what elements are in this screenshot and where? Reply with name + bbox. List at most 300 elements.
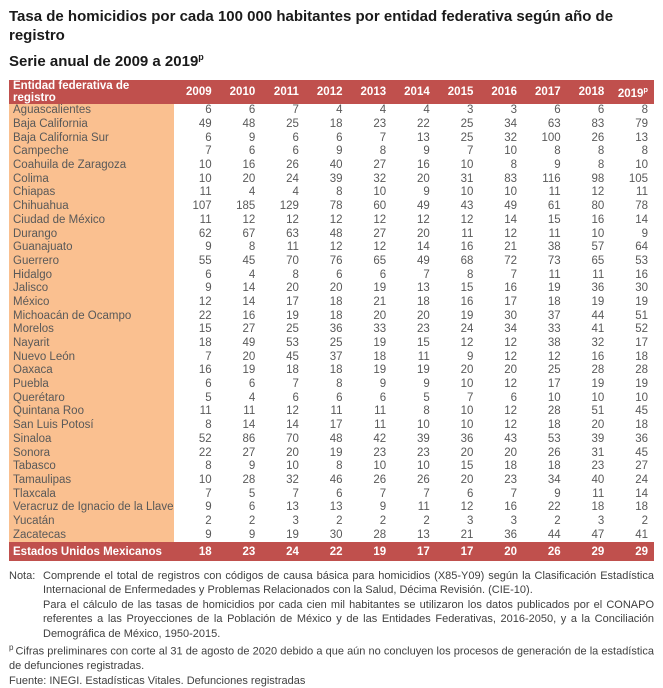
rate-cell: 12	[504, 419, 517, 432]
rate-cell: 20	[286, 446, 299, 459]
rate-cell: 2	[379, 514, 387, 527]
rate-cell: 8	[379, 145, 387, 158]
table-row	[9, 405, 654, 419]
rate-cell: 17	[504, 295, 517, 308]
rate-cell: 70	[286, 432, 299, 445]
rate-cell: 11	[461, 227, 474, 240]
rate-cell: 51	[591, 405, 605, 418]
rate-cell: 16	[416, 159, 430, 172]
rate-cell: 10	[416, 419, 430, 432]
rate-cell: 12	[504, 405, 517, 418]
rate-cell: 65	[591, 254, 605, 267]
table-body	[9, 104, 654, 542]
rate-cell: 12	[329, 241, 343, 254]
rate-cell: 6	[597, 104, 605, 117]
rate-cell: 28	[635, 364, 648, 377]
rate-cell: 7	[205, 145, 212, 158]
rate-cell: 32	[286, 473, 299, 486]
rate-cell: 8	[641, 145, 648, 158]
total-rate-cell: 23	[218, 542, 262, 561]
page-title-text: Tasa de homicidios por cada 100 000 habitantes por entidad federativa según año de registro	[9, 8, 614, 44]
rate-cell: 9	[466, 350, 474, 363]
rate-cell: 12	[547, 350, 561, 363]
rate-cell: 83	[591, 118, 605, 131]
rate-cell: 26	[373, 473, 387, 486]
rate-cell: 45	[635, 446, 648, 459]
rate-cell: 7	[205, 487, 212, 500]
rate-cell: 8	[423, 405, 430, 418]
rate-cell: 28	[373, 528, 387, 541]
rate-cell: 22	[198, 446, 212, 459]
rate-cell: 107	[192, 200, 212, 213]
rate-cell: 12	[198, 295, 212, 308]
rate-cell: 49	[242, 337, 256, 350]
rate-cell: 14	[635, 487, 648, 500]
rate-cell: 19	[591, 378, 605, 391]
rate-cell: 6	[248, 104, 256, 117]
entity-name: Morelos	[9, 323, 174, 337]
rate-cell: 60	[373, 200, 387, 213]
table-row	[9, 515, 654, 529]
entity-name: Nayarit	[9, 337, 174, 351]
rate-cell: 27	[242, 323, 256, 336]
rate-cell: 10	[460, 405, 474, 418]
rate-cell: 44	[591, 309, 605, 322]
rate-cell: 11	[243, 405, 256, 418]
rate-cell: 42	[373, 432, 387, 445]
rate-cell: 11	[199, 213, 212, 226]
rate-cell: 12	[242, 213, 256, 226]
entity-name: Oaxaca	[9, 364, 174, 378]
rate-cell: 14	[242, 295, 256, 308]
rate-cell: 21	[504, 241, 517, 254]
rate-cell: 23	[591, 460, 605, 473]
rate-cell: 14	[635, 213, 648, 226]
entity-name: Tabasco	[9, 460, 174, 474]
rate-cell: 32	[373, 172, 387, 185]
rate-cell: 33	[547, 323, 561, 336]
entity-name: Nuevo León	[9, 350, 174, 364]
rate-cell: 20	[286, 282, 299, 295]
rate-cell: 37	[329, 350, 343, 363]
rate-cell: 25	[286, 323, 299, 336]
rate-cell: 16	[242, 159, 256, 172]
preliminary-note-superscript: p	[9, 643, 14, 653]
rate-cell: 20	[591, 419, 605, 432]
note-label: Nota:	[9, 570, 36, 582]
rate-cell: 10	[460, 378, 474, 391]
rate-cell: 4	[336, 104, 343, 117]
rate-cell: 17	[547, 378, 561, 391]
rate-cell: 12	[504, 227, 517, 240]
table-row	[9, 145, 654, 159]
entity-name: Campeche	[9, 145, 174, 159]
year-column-header: 2012	[305, 80, 349, 104]
preliminary-superscript: p	[643, 84, 648, 94]
source-line: Fuente: INEGI. Estadísticas Vitales. Defunciones registradas	[9, 674, 306, 687]
rate-cell: 18	[547, 419, 561, 432]
rate-cell: 18	[373, 350, 387, 363]
table-row	[9, 419, 654, 433]
rate-cell: 16	[460, 241, 474, 254]
rate-cell: 14	[504, 213, 517, 226]
entity-name: Sonora	[9, 446, 174, 460]
rate-cell: 23	[373, 118, 387, 131]
rate-cell: 24	[460, 323, 474, 336]
rate-cell: 10	[547, 391, 561, 404]
table-row	[9, 172, 654, 186]
rate-cell: 83	[504, 172, 517, 185]
rate-cell: 10	[635, 159, 648, 172]
rate-cell: 6	[205, 378, 212, 391]
rate-cell: 31	[460, 172, 474, 185]
rate-cell: 25	[460, 131, 474, 144]
table-row	[9, 364, 654, 378]
rate-cell: 6	[292, 145, 299, 158]
rate-cell: 6	[292, 391, 299, 404]
rate-cell: 20	[504, 446, 517, 459]
rate-cell: 116	[542, 172, 561, 185]
rate-cell: 10	[460, 159, 474, 172]
rate-cell: 6	[205, 104, 212, 117]
rate-cell: 27	[373, 227, 387, 240]
total-rate-cell: 24	[261, 542, 305, 561]
rate-cell: 6	[510, 391, 517, 404]
rate-cell: 30	[329, 528, 343, 541]
rate-cell: 18	[635, 419, 648, 432]
table-row	[9, 118, 654, 132]
table-row	[9, 227, 654, 241]
rate-cell: 18	[329, 309, 343, 322]
table-row	[9, 337, 654, 351]
entity-name: Tlaxcala	[9, 487, 174, 501]
rate-cell: 20	[373, 309, 387, 322]
rate-cell: 48	[242, 118, 256, 131]
total-rate-cell: 22	[305, 542, 349, 561]
rate-cell: 5	[423, 391, 430, 404]
rate-cell: 3	[510, 104, 517, 117]
rate-cell: 19	[286, 528, 299, 541]
table-row	[9, 214, 654, 228]
rate-cell: 6	[292, 131, 299, 144]
rate-cell: 23	[416, 323, 430, 336]
rate-cell: 21	[460, 528, 474, 541]
rate-cell: 52	[635, 323, 648, 336]
rate-cell: 8	[466, 268, 474, 281]
rate-cell: 18	[329, 364, 343, 377]
rate-cell: 14	[416, 241, 430, 254]
rate-cell: 3	[466, 514, 474, 527]
rate-cell: 5	[205, 391, 212, 404]
rate-cell: 10	[460, 419, 474, 432]
rate-cell: 28	[547, 405, 561, 418]
table-row	[9, 282, 654, 296]
rate-cell: 8	[205, 460, 212, 473]
rate-cell: 3	[597, 514, 605, 527]
entity-name: Querétaro	[9, 391, 174, 405]
rate-cell: 9	[248, 131, 256, 144]
rate-cell: 6	[336, 131, 343, 144]
rate-cell: 2	[205, 514, 212, 527]
total-rate-cell: 17	[392, 542, 436, 561]
rate-cell: 20	[329, 282, 343, 295]
rate-cell: 18	[635, 501, 648, 514]
rate-cell: 19	[635, 378, 648, 391]
rate-cell: 12	[504, 337, 517, 350]
rate-cell: 11	[636, 186, 648, 199]
rate-cell: 9	[423, 145, 430, 158]
rate-cell: 40	[329, 159, 343, 172]
rate-cell: 41	[635, 528, 648, 541]
rate-cell: 8	[336, 378, 343, 391]
table-row	[9, 474, 654, 488]
rate-cell: 7	[423, 487, 430, 500]
rate-cell: 129	[279, 200, 299, 213]
rate-cell: 38	[547, 337, 561, 350]
rate-cell: 18	[286, 364, 299, 377]
rate-cell: 20	[416, 227, 430, 240]
total-rate-cell: 29	[610, 542, 654, 561]
table-header-row	[9, 80, 654, 104]
total-rate-cell: 18	[174, 542, 218, 561]
entity-name: Hidalgo	[9, 268, 174, 282]
rate-cell: 43	[504, 432, 517, 445]
entity-name: Jalisco	[9, 282, 174, 296]
rate-cell: 4	[379, 104, 387, 117]
rate-cell: 17	[286, 295, 299, 308]
rate-cell: 14	[242, 419, 256, 432]
entity-name: México	[9, 296, 174, 310]
rate-cell: 62	[198, 227, 212, 240]
rate-cell: 17	[635, 337, 648, 350]
rate-cell: 9	[336, 145, 343, 158]
rate-cell: 11	[330, 405, 343, 418]
rate-cell: 7	[292, 378, 299, 391]
rate-cell: 10	[373, 460, 387, 473]
rate-cell: 28	[242, 473, 256, 486]
rate-cell: 34	[504, 118, 517, 131]
rate-cell: 13	[416, 131, 430, 144]
rate-cell: 8	[205, 419, 212, 432]
rate-cell: 12	[504, 350, 517, 363]
rate-cell: 11	[417, 350, 430, 363]
rate-cell: 49	[198, 118, 212, 131]
entity-name: Zacatecas	[9, 528, 174, 542]
table-row	[9, 200, 654, 214]
rate-cell: 20	[460, 364, 474, 377]
table-row	[9, 378, 654, 392]
rate-cell: 25	[460, 118, 474, 131]
rate-cell: 52	[198, 432, 212, 445]
rate-cell: 27	[635, 460, 648, 473]
rate-cell: 43	[460, 200, 474, 213]
rate-cell: 16	[242, 309, 256, 322]
rate-cell: 38	[547, 241, 561, 254]
rate-cell: 18	[635, 350, 648, 363]
table-row	[9, 104, 654, 118]
table-row	[9, 296, 654, 310]
year-column-header: 2009	[174, 80, 218, 104]
entity-name: Chiapas	[9, 186, 174, 200]
total-row	[9, 542, 654, 561]
rate-cell: 16	[635, 268, 648, 281]
rate-cell: 37	[547, 309, 561, 322]
rate-cell: 6	[466, 487, 474, 500]
rate-cell: 6	[336, 391, 343, 404]
rate-cell: 79	[635, 118, 648, 131]
note-definition	[9, 569, 654, 598]
total-row-label: Estados Unidos Mexicanos	[9, 542, 174, 561]
rate-cell: 20	[242, 350, 256, 363]
rate-cell: 30	[635, 282, 648, 295]
rate-cell: 16	[504, 501, 517, 514]
rate-cell: 55	[198, 254, 212, 267]
rate-cell: 3	[466, 104, 474, 117]
rate-cell: 48	[329, 227, 343, 240]
rate-cell: 72	[504, 254, 517, 267]
rate-cell: 10	[373, 186, 387, 199]
table-row	[9, 487, 654, 501]
rate-cell: 16	[198, 364, 212, 377]
rate-cell: 8	[248, 241, 256, 254]
rate-cell: 19	[635, 295, 648, 308]
page-subtitle	[9, 48, 654, 71]
rate-cell: 63	[547, 118, 561, 131]
rate-cell: 9	[379, 501, 387, 514]
rate-cell: 31	[591, 446, 605, 459]
rate-cell: 3	[510, 514, 517, 527]
rate-cell: 39	[416, 432, 430, 445]
table-row	[9, 309, 654, 323]
rate-cell: 15	[460, 282, 474, 295]
table-row	[9, 446, 654, 460]
table-row	[9, 323, 654, 337]
rate-cell: 80	[591, 200, 605, 213]
year-column-header: 2019$^p$	[610, 80, 654, 104]
entity-name: Ciudad de México	[9, 214, 174, 228]
entity-name: San Luis Potosí	[9, 419, 174, 433]
rate-cell: 185	[236, 200, 256, 213]
rate-cell: 12	[460, 337, 474, 350]
rate-cell: 6	[379, 268, 387, 281]
rate-cell: 8	[292, 268, 299, 281]
rate-cell: 49	[416, 200, 430, 213]
page-title	[9, 7, 654, 45]
rate-cell: 6	[554, 104, 561, 117]
rate-cell: 10	[504, 145, 517, 158]
rate-cell: 26	[591, 131, 605, 144]
rate-cell: 2	[423, 514, 430, 527]
rate-cell: 6	[248, 145, 256, 158]
rate-cell: 45	[242, 254, 256, 267]
rate-cell: 49	[504, 200, 517, 213]
rate-cell: 70	[286, 254, 299, 267]
rate-cell: 8	[336, 186, 343, 199]
rate-cell: 17	[329, 419, 343, 432]
rate-cell: 63	[286, 227, 299, 240]
rate-cell: 18	[504, 460, 517, 473]
rate-cell: 11	[592, 487, 605, 500]
rate-cell: 14	[286, 419, 299, 432]
rate-cell: 9	[205, 528, 212, 541]
rate-cell: 44	[547, 528, 561, 541]
rate-cell: 48	[329, 432, 343, 445]
rate-cell: 2	[336, 514, 343, 527]
rate-cell: 12	[416, 213, 430, 226]
rate-cell: 13	[635, 131, 648, 144]
year-column-header: 2015	[436, 80, 480, 104]
rate-cell: 34	[504, 323, 517, 336]
rate-cell: 9	[641, 227, 648, 240]
rate-cell: 65	[373, 254, 387, 267]
rate-cell: 7	[292, 104, 299, 117]
rate-cell: 10	[635, 391, 648, 404]
rate-cell: 76	[329, 254, 343, 267]
rate-cell: 27	[373, 159, 387, 172]
rate-cell: 6	[248, 501, 256, 514]
rate-cell: 20	[416, 172, 430, 185]
rate-cell: 16	[591, 350, 605, 363]
year-column-header: 2016	[479, 80, 523, 104]
entity-name: Baja California Sur	[9, 131, 174, 145]
rate-cell: 9	[423, 378, 430, 391]
rate-cell: 53	[635, 254, 648, 267]
year-column-header: 2014	[392, 80, 436, 104]
rate-cell: 4	[248, 391, 256, 404]
rate-cell: 18	[591, 501, 605, 514]
rate-cell: 26	[416, 473, 430, 486]
rate-cell: 15	[460, 460, 474, 473]
rate-cell: 12	[504, 378, 517, 391]
rate-cell: 7	[466, 391, 474, 404]
rate-cell: 19	[242, 364, 256, 377]
entity-name: Guerrero	[9, 255, 174, 269]
rate-cell: 12	[591, 186, 605, 199]
entity-name: Quintana Roo	[9, 405, 174, 419]
rate-cell: 86	[242, 432, 256, 445]
rate-cell: 7	[292, 487, 299, 500]
rate-cell: 7	[510, 487, 517, 500]
rate-cell: 36	[460, 432, 474, 445]
rate-cell: 19	[591, 295, 605, 308]
rate-cell: 13	[329, 501, 343, 514]
rate-cell: 20	[242, 172, 256, 185]
rate-cell: 3	[292, 514, 299, 527]
rate-cell: 22	[198, 309, 212, 322]
rate-cell: 20	[504, 364, 517, 377]
rate-cell: 12	[286, 405, 299, 418]
rate-cell: 18	[198, 337, 212, 350]
entity-name: Aguascalientes	[9, 104, 174, 118]
rate-cell: 9	[205, 241, 212, 254]
rate-cell: 45	[635, 405, 648, 418]
rate-cell: 2	[248, 514, 256, 527]
rate-cell: 12	[286, 213, 299, 226]
table-row	[9, 433, 654, 447]
rate-cell: 100	[541, 131, 561, 144]
rate-cell: 6	[379, 391, 387, 404]
entity-name: Tamaulipas	[9, 474, 174, 488]
rate-cell: 11	[548, 268, 561, 281]
total-rate-cell: 17	[436, 542, 480, 561]
rate-cell: 10	[198, 159, 212, 172]
rate-cell: 14	[242, 282, 256, 295]
year-column-header: 2011	[261, 80, 305, 104]
rate-cell: 9	[205, 282, 212, 295]
table-row	[9, 268, 654, 282]
table-row	[9, 350, 654, 364]
rate-cell: 8	[641, 104, 648, 117]
